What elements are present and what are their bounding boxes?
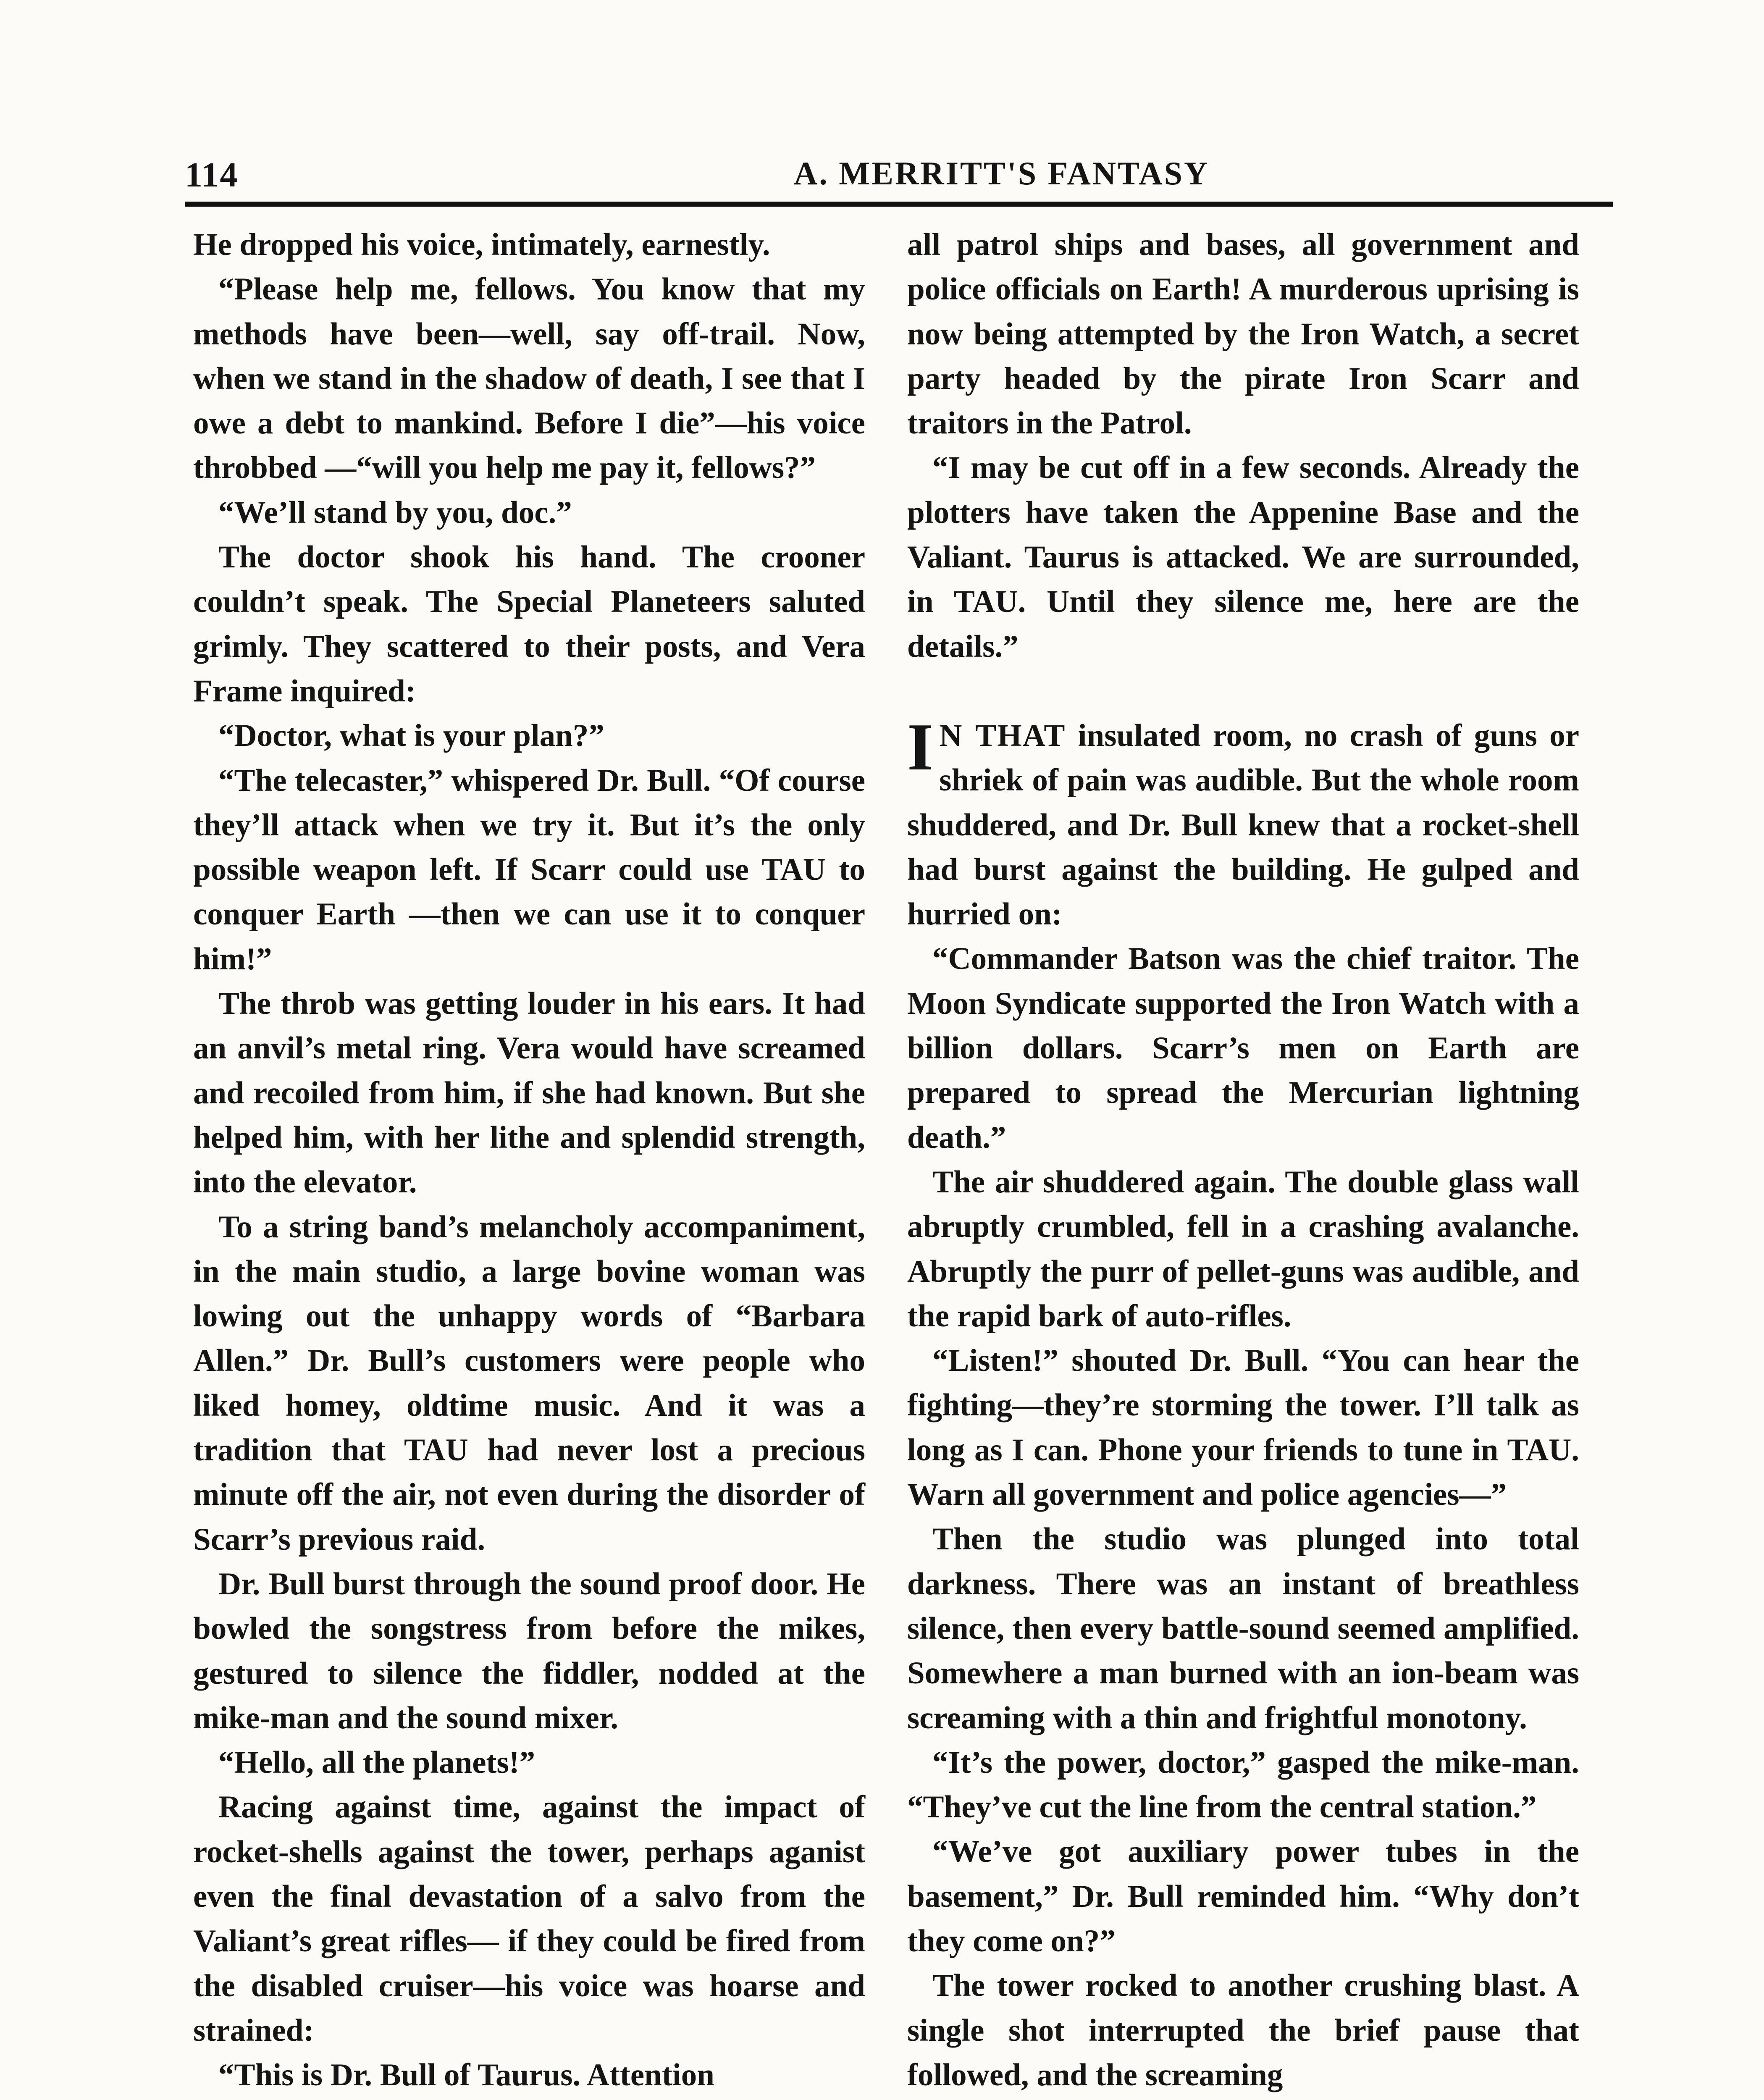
paragraph: “The telecaster,” whispered Dr. Bull. “Of course they’ll attack when we try it. But it’s the only possible weapon left. If Scarr could use TAU to conquer Earth —then we can use it to conquer him!” — [193, 763, 865, 976]
paragraph: “I may be cut off in a few seconds. Already the plotters have taken the Appenine Base and the Valiant. Taurus is attacked. We are surrounded, in TAU. Until they silence me, here are the details.” — [907, 450, 1579, 664]
paragraph: “Listen!” shouted Dr. Bull. “You can hear the fighting—they’re storming the tower. I’ll talk as long as I can. Phone your friends to tune in TAU. Warn all government and police agencies—” — [907, 1343, 1579, 1512]
paragraph: “Hello, all the planets!” — [218, 1745, 536, 1780]
paragraph: “Please help me, fellows. You know that my methods have been—well, say off-trail. Now, when we stand in the shadow of death, I see that I owe a debt to mankind. Before I die”—his voice throbbed —“will you help me pay it, fellows?” — [193, 272, 865, 486]
right-column — [907, 223, 1579, 2097]
left-column — [193, 223, 865, 2097]
paragraph: “We’ve got auxiliary power tubes in the basement,” Dr. Bull reminded him. “Why don’t they come on?” — [907, 1834, 1579, 1958]
paragraph: Dr. Bull burst through the sound proof door. He bowled the songstress from before the mikes, gestured to silence the fiddler, nodded at the mike-man and the sound mixer. — [193, 1566, 865, 1735]
paragraph: The throb was getting louder in his ears. It had an anvil’s metal ring. Vera would have screamed and recoiled from him, if she had known. But she helped him, with her lithe and splendid strength, into the elevator. — [193, 986, 865, 1200]
paragraph: The air shuddered again. The double glass wall abruptly crumbled, fell in a crashing avalanche. Abruptly the purr of pellet-guns was audible, and the rapid bark of auto-rifles. — [907, 1164, 1579, 1334]
paragraph: “This is Dr. Bull of Taurus. Attention — [218, 2058, 714, 2093]
section-break — [907, 669, 1579, 714]
page-header — [185, 155, 1613, 201]
paragraph: He dropped his voice, intimately, earnestly. — [193, 227, 770, 262]
paragraph: Then the studio was plunged into total darkness. There was an instant of breathless silence, then every battle-sound seemed amplified. Somewhere a man burned with an ion-beam was screaming with a thin and frightful monotony. — [907, 1522, 1579, 1735]
lead-in: N THAT — [939, 718, 1066, 753]
paragraph: To a string band’s melancholy accompaniment, in the main studio, a large bovine woman was lowing out the unhappy words of “Barbara Allen.” Dr. Bull’s customers were people who liked homey, oldtime music. And it was a tradition that TAU had never lost a precious minute off the air, not even during the disorder of Scarr’s previous raid. — [193, 1209, 865, 1557]
paragraph: “It’s the power, doctor,” gasped the mike-man. “They’ve cut the line from the central station.” — [907, 1745, 1579, 1825]
section-opening-paragraph — [907, 709, 1580, 937]
paragraph: The doctor shook his hand. The crooner couldn’t speak. The Special Planeteers saluted grimly. They scattered to their posts, and Vera Frame inquired: — [193, 540, 865, 709]
page-number: 114 — [185, 155, 239, 194]
paragraph: Racing against time, against the impact of rocket-shells against the tower, perhaps aganist even the final devastation of a salvo from the Valiant’s great rifles— if they could be fired from the disabled cruiser—his voice was hoarse and strained: — [193, 1790, 865, 2048]
paragraph: The tower rocked to another crushing blast. A single shot interrupted the brief pause that followed, and the screaming — [907, 1968, 1579, 2092]
paragraph: “We’ll stand by you, doc.” — [218, 495, 572, 530]
paragraph: all patrol ships and bases, all government and police officials on Earth! A murderous uprising is now being attempted by the Iron Watch, a secret party headed by the pirate Iron Scarr and traitors in the Patrol. — [907, 227, 1579, 441]
header-rule — [185, 202, 1613, 207]
paragraph: “Commander Batson was the chief traitor. The Moon Syndicate supported the Iron Watch with a billion dollars. Scarr’s men on Earth are prepared to spread the Mercurian lightning death.” — [907, 941, 1579, 1155]
drop-cap: I — [907, 709, 934, 784]
paragraph-text: insulated room, no crash of guns or shriek of pain was audible. But the whole room shuddered, and Dr. Bull knew that a rocket-shell had burst against the building. He gulped and hurried on: — [907, 718, 1580, 932]
running-head: A. MERRITT'S FANTASY — [794, 155, 1210, 192]
paragraph: “Doctor, what is your plan?” — [218, 718, 604, 753]
